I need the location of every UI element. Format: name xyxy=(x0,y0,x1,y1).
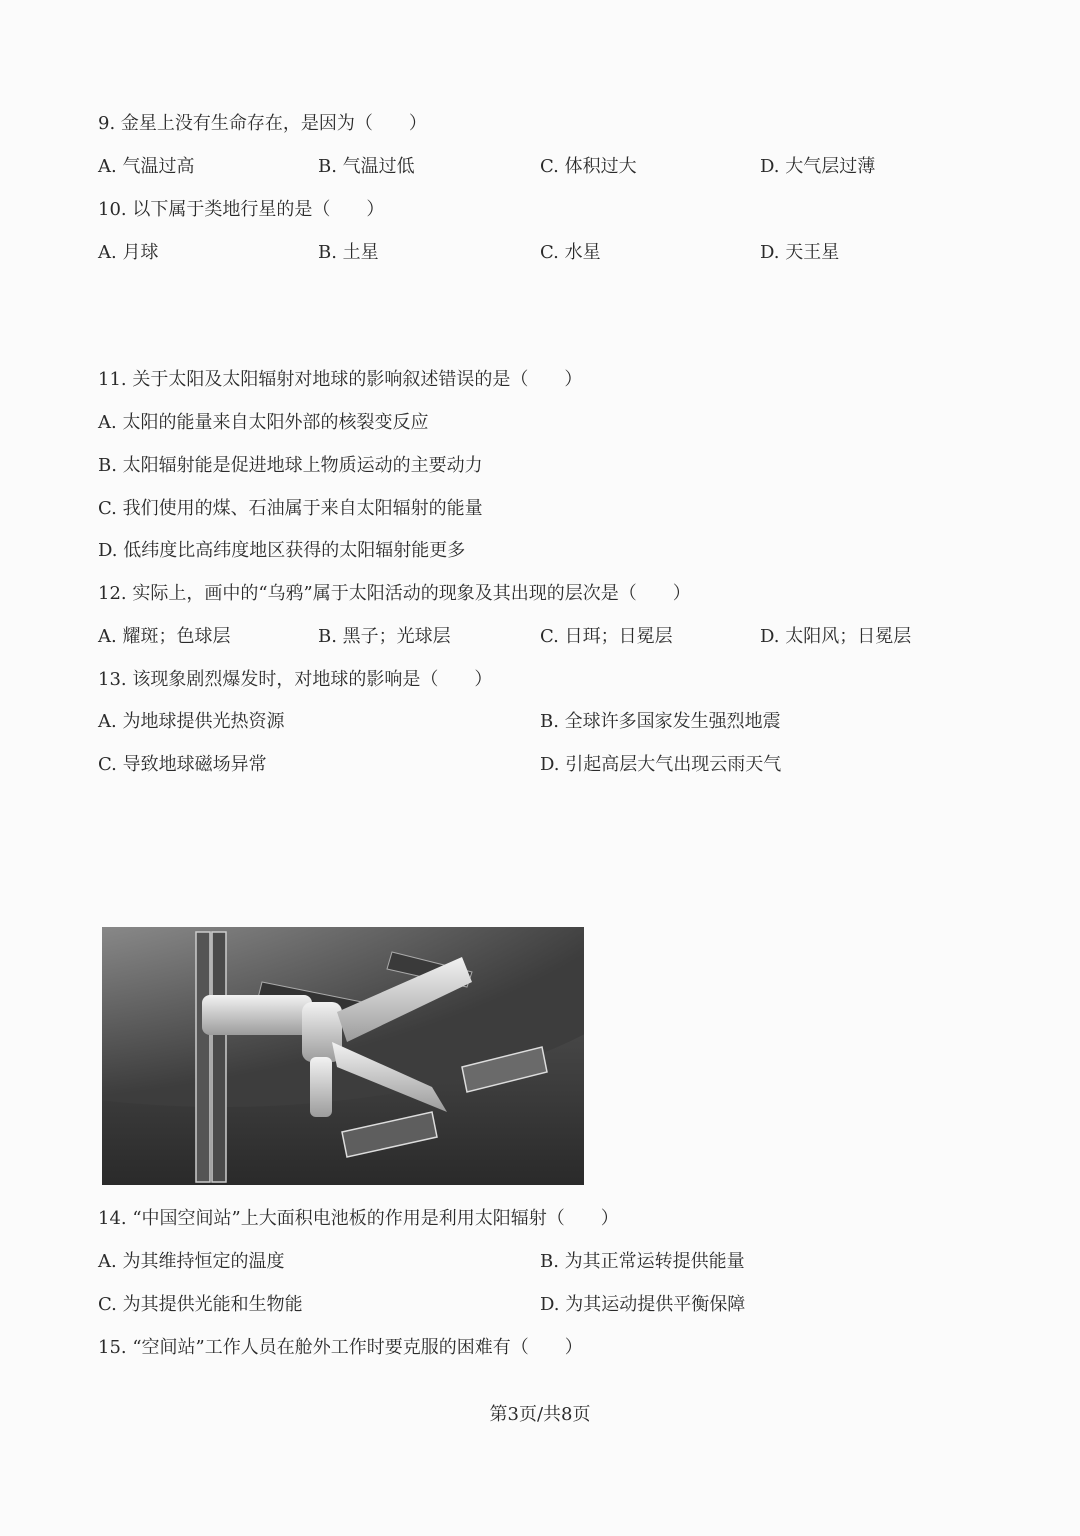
question-15-stem: 15. “空间站”工作人员在舱外工作时要克服的困难有（ ） xyxy=(98,1337,583,1358)
q9-option-a: A. 气温过高 xyxy=(98,156,195,177)
q14-option-a: A. 为其维持恒定的温度 xyxy=(98,1251,285,1272)
q10-option-d: D. 天王星 xyxy=(760,242,840,263)
q11-option-c: C. 我们使用的煤、石油属于来自太阳辐射的能量 xyxy=(98,498,483,519)
q13-option-c: C. 导致地球磁场异常 xyxy=(98,754,267,775)
question-14-stem: 14. “中国空间站”上大面积电池板的作用是利用太阳辐射（ ） xyxy=(98,1208,619,1229)
q10-option-c: C. 水星 xyxy=(540,242,601,263)
q13-option-d: D. 引起高层大气出现云雨天气 xyxy=(540,754,782,775)
q9-option-b: B. 气温过低 xyxy=(318,156,415,177)
q14-option-c: C. 为其提供光能和生物能 xyxy=(98,1294,303,1315)
q11-option-b: B. 太阳辐射能是促进地球上物质运动的主要动力 xyxy=(98,455,483,476)
q11-option-a: A. 太阳的能量来自太阳外部的核裂变反应 xyxy=(98,412,429,433)
question-10-stem: 10. 以下属于类地行星的是（ ） xyxy=(98,199,385,220)
q12-option-b: B. 黑子；光球层 xyxy=(318,626,451,647)
page-number: 第3页/共8页 xyxy=(489,1404,591,1425)
station-module xyxy=(310,1057,332,1117)
question-11-stem: 11. 关于太阳及太阳辐射对地球的影响叙述错误的是（ ） xyxy=(98,369,583,390)
q13-option-a: A. 为地球提供光热资源 xyxy=(98,711,285,732)
q11-option-d: D. 低纬度比高纬度地区获得的太阳辐射能更多 xyxy=(98,540,466,561)
q14-option-b: B. 为其正常运转提供能量 xyxy=(540,1251,745,1272)
q9-option-c: C. 体积过大 xyxy=(540,156,637,177)
solar-panel xyxy=(212,932,226,1182)
q14-option-d: D. 为其运动提供平衡保障 xyxy=(540,1294,746,1315)
space-station-photo xyxy=(102,927,584,1185)
question-13-stem: 13. 该现象剧烈爆发时，对地球的影响是（ ） xyxy=(98,669,493,690)
question-12-stem: 12. 实际上，画中的“乌鸦”属于太阳活动的现象及其出现的层次是（ ） xyxy=(98,583,691,604)
station-module xyxy=(202,995,312,1035)
q13-option-b: B. 全球许多国家发生强烈地震 xyxy=(540,711,781,732)
q10-option-a: A. 月球 xyxy=(98,242,159,263)
q12-option-c: C. 日珥；日冕层 xyxy=(540,626,673,647)
space-station-illustration xyxy=(102,927,584,1185)
q12-option-a: A. 耀斑；色球层 xyxy=(98,626,231,647)
q12-option-d: D. 太阳风；日冕层 xyxy=(760,626,912,647)
q9-option-d: D. 大气层过薄 xyxy=(760,156,876,177)
q10-option-b: B. 土星 xyxy=(318,242,379,263)
solar-panel xyxy=(196,932,210,1182)
question-9-stem: 9. 金星上没有生命存在，是因为（ ） xyxy=(98,113,427,134)
